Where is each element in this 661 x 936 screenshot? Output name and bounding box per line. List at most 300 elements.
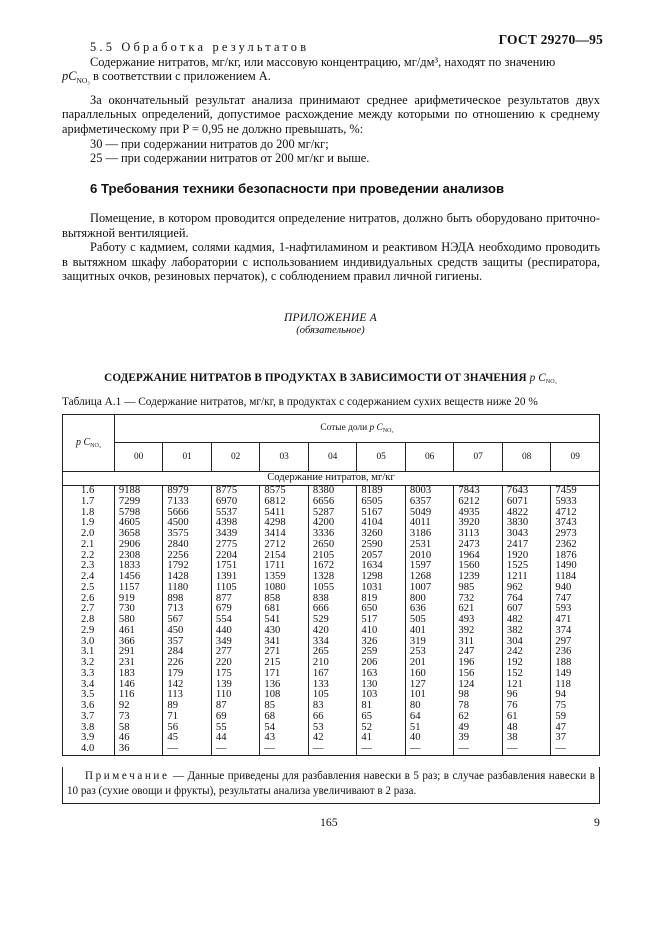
nitrate-value-cell: 43: [260, 733, 309, 744]
nitrate-value-cell: —: [502, 744, 551, 755]
nitrate-value-cell: 8979: [163, 486, 212, 497]
pc-value-cell: 3.8: [63, 723, 115, 734]
annex-heading-text: СОДЕРЖАНИЕ НИТРАТОВ В ПРОДУКТАХ В ЗАВИСИМОСТИ ОТ ЗНАЧЕНИЯ: [104, 372, 527, 384]
nitrate-value-cell: 52: [357, 723, 406, 734]
nitrate-value-cell: 2531: [405, 540, 454, 551]
nitrate-value-cell: 5537: [211, 508, 260, 519]
nitrate-value-cell: 94: [551, 690, 600, 701]
table-row: [63, 690, 600, 701]
nitrate-value-cell: 188: [551, 658, 600, 669]
nitrate-value-cell: 4298: [260, 518, 309, 529]
nitrate-value-cell: —: [163, 744, 212, 755]
nitrate-value-cell: 297: [551, 637, 600, 648]
nitrate-value-cell: 5167: [357, 508, 406, 519]
nitrate-value-cell: 349: [211, 637, 260, 648]
nitrate-value-cell: 2362: [551, 540, 600, 551]
section-6-title: 6 Требования техники безопасности при проведении анализов: [90, 181, 505, 196]
pc-value-cell: 2.3: [63, 561, 115, 572]
nitrate-value-cell: 118: [551, 680, 600, 691]
nitrate-value-cell: 8575: [260, 486, 309, 497]
nitrate-value-cell: 6656: [308, 497, 357, 508]
pc-value-cell: 2.9: [63, 626, 115, 637]
section-5-5-item2: 25 — при содержании нитратов от 200 мг/кг и выше.: [90, 151, 370, 166]
table-row: [63, 701, 600, 712]
nitrate-value-cell: 471: [551, 615, 600, 626]
nitrate-value-cell: 2417: [502, 540, 551, 551]
nitrate-value-cell: 253: [405, 647, 454, 658]
nitrate-value-cell: 3830: [502, 518, 551, 529]
annex-heading: [0, 372, 661, 385]
nitrate-value-cell: 505: [405, 615, 454, 626]
nitrate-value-cell: 66: [308, 712, 357, 723]
nitrate-value-cell: 127: [405, 680, 454, 691]
table-row: [63, 733, 600, 744]
pc-value-cell: 1.6: [63, 486, 115, 497]
column-header: 08: [502, 443, 551, 472]
nitrate-value-cell: 985: [454, 583, 503, 594]
nitrate-value-cell: 1268: [405, 572, 454, 583]
nitrate-value-cell: 410: [357, 626, 406, 637]
nitrate-value-cell: 1964: [454, 551, 503, 562]
nitrate-value-cell: 41: [357, 733, 406, 744]
table-row: [63, 626, 600, 637]
nitrate-value-cell: 51: [405, 723, 454, 734]
column-header: 05: [357, 443, 406, 472]
nitrate-value-cell: 1876: [551, 551, 600, 562]
nitrate-value-cell: 1055: [308, 583, 357, 594]
nitrate-value-cell: 96: [502, 690, 551, 701]
column-group-header: [114, 415, 599, 443]
nitrate-value-cell: 277: [211, 647, 260, 658]
nitrate-value-cell: 430: [260, 626, 309, 637]
nitrate-value-cell: 593: [551, 604, 600, 615]
nitrate-value-cell: 401: [405, 626, 454, 637]
nitrate-value-cell: 1634: [357, 561, 406, 572]
nitrate-value-cell: 2590: [357, 540, 406, 551]
table-note: [62, 767, 600, 804]
nitrate-value-cell: 3743: [551, 518, 600, 529]
nitrate-value-cell: 3043: [502, 529, 551, 540]
nitrate-value-cell: 962: [502, 583, 551, 594]
nitrate-value-cell: 1007: [405, 583, 454, 594]
nitrate-value-cell: 130: [357, 680, 406, 691]
pc-value-cell: 3.1: [63, 647, 115, 658]
nitrate-value-cell: 8189: [357, 486, 406, 497]
nitrate-value-cell: 136: [260, 680, 309, 691]
nitrate-value-cell: 183: [114, 669, 163, 680]
nitrate-value-cell: 89: [163, 701, 212, 712]
nitrate-value-cell: 49: [454, 723, 503, 734]
units-row: Содержание нитратов, мг/кг: [63, 472, 600, 486]
nitrate-value-cell: 1428: [163, 572, 212, 583]
nitrate-value-cell: 4398: [211, 518, 260, 529]
nitrate-value-cell: 108: [260, 690, 309, 701]
nitrate-value-cell: 2154: [260, 551, 309, 562]
section-5-5: [62, 40, 600, 166]
nitrate-value-cell: 1597: [405, 561, 454, 572]
nitrate-value-cell: 2308: [114, 551, 163, 562]
note-text: — Данные приведены для разбавления навески в 5 раз; в случае разбавления навески в 10 раз (сухие овощи и фрукты), результаты анализа увеличивают в 2 раза.: [67, 770, 595, 797]
nitrate-value-cell: 713: [163, 604, 212, 615]
nitrate-value-cell: 2650: [308, 540, 357, 551]
nitrate-value-cell: 1211: [502, 572, 551, 583]
nitrate-value-cell: 580: [114, 615, 163, 626]
nitrate-value-cell: 1359: [260, 572, 309, 583]
pc-value-cell: 2.1: [63, 540, 115, 551]
nitrate-value-cell: 39: [454, 733, 503, 744]
nitrate-value-cell: 259: [357, 647, 406, 658]
nitrate-value-cell: 5411: [260, 508, 309, 519]
nitrate-value-cell: 5287: [308, 508, 357, 519]
table-row: [63, 723, 600, 734]
nitrate-value-cell: 440: [211, 626, 260, 637]
nitrate-value-cell: 4935: [454, 508, 503, 519]
nitrate-value-cell: 7459: [551, 486, 600, 497]
nitrate-value-cell: 666: [308, 604, 357, 615]
nitrate-value-cell: 7843: [454, 486, 503, 497]
pc-value-cell: 1.9: [63, 518, 115, 529]
table-caption: Таблица А.1 — Содержание нитратов, мг/кг, в продуктах с содержанием сухих веществ ниже 20 %: [62, 396, 538, 408]
nitrate-value-cell: 461: [114, 626, 163, 637]
nitrate-value-cell: 366: [114, 637, 163, 648]
nitrate-value-cell: 4822: [502, 508, 551, 519]
nitrate-value-cell: 392: [454, 626, 503, 637]
nitrate-value-cell: 681: [260, 604, 309, 615]
nitrate-value-cell: 898: [163, 594, 212, 605]
nitrate-value-cell: 2906: [114, 540, 163, 551]
nitrate-value-cell: 75: [551, 701, 600, 712]
nitrate-value-cell: —: [454, 744, 503, 755]
nitrate-value-cell: 71: [163, 712, 212, 723]
nitrate-value-cell: 38: [502, 733, 551, 744]
nitrate-value-cell: 6505: [357, 497, 406, 508]
nitrate-value-cell: 1328: [308, 572, 357, 583]
nitrate-value-cell: 5798: [114, 508, 163, 519]
nitrate-value-cell: 68: [260, 712, 309, 723]
nitrate-value-cell: 341: [260, 637, 309, 648]
pc-value-cell: 2.7: [63, 604, 115, 615]
nitrate-value-cell: 6212: [454, 497, 503, 508]
nitrate-value-cell: 45: [163, 733, 212, 744]
nitrate-value-cell: 858: [260, 594, 309, 605]
nitrate-value-cell: 357: [163, 637, 212, 648]
column-header: 04: [308, 443, 357, 472]
nitrate-value-cell: 133: [308, 680, 357, 691]
nitrate-value-cell: 62: [454, 712, 503, 723]
nitrate-value-cell: 42: [308, 733, 357, 744]
column-group-symbol: p C: [369, 423, 383, 433]
nitrate-value-cell: 3439: [211, 529, 260, 540]
nitrate-value-cell: 220: [211, 658, 260, 669]
nitrate-table: [62, 414, 600, 756]
section-5-5-para1: Содержание нитратов, мг/кг, или массовую концентрацию, мг/дм³, находят по значению: [90, 54, 556, 69]
nitrate-value-cell: 110: [211, 690, 260, 701]
annex-subtitle: (обязательное): [296, 325, 365, 336]
nitrate-value-cell: 747: [551, 594, 600, 605]
nitrate-value-cell: 1711: [260, 561, 309, 572]
nitrate-value-cell: 4500: [163, 518, 212, 529]
nitrate-value-cell: 6071: [502, 497, 551, 508]
nitrate-value-cell: 567: [163, 615, 212, 626]
nitrate-value-cell: 732: [454, 594, 503, 605]
nitrate-value-cell: 73: [114, 712, 163, 723]
pc-value-cell: 3.5: [63, 690, 115, 701]
para1-cont-text: в соответствии с приложением А.: [89, 69, 271, 84]
nitrate-value-cell: 5049: [405, 508, 454, 519]
nitrate-value-cell: 113: [163, 690, 212, 701]
nitrate-value-cell: 4011: [405, 518, 454, 529]
nitrate-value-cell: 215: [260, 658, 309, 669]
nitrate-value-cell: 2973: [551, 529, 600, 540]
pc-value-cell: 3.6: [63, 701, 115, 712]
section-5-5-para1-cont: [62, 69, 600, 89]
nitrate-value-cell: 311: [454, 637, 503, 648]
pc-value-cell: 2.4: [63, 572, 115, 583]
nitrate-value-cell: 1105: [211, 583, 260, 594]
nitrate-value-cell: 607: [502, 604, 551, 615]
nitrate-value-cell: 171: [260, 669, 309, 680]
column-header: 07: [454, 443, 503, 472]
nitrate-value-cell: 2840: [163, 540, 212, 551]
nitrate-value-cell: 7133: [163, 497, 212, 508]
nitrate-value-cell: 55: [211, 723, 260, 734]
nitrate-value-cell: 92: [114, 701, 163, 712]
nitrate-value-cell: 192: [502, 658, 551, 669]
pc-value-cell: 2.0: [63, 529, 115, 540]
pc-value-cell: 1.8: [63, 508, 115, 519]
nitrate-value-cell: 160: [405, 669, 454, 680]
nitrate-value-cell: 450: [163, 626, 212, 637]
nitrate-value-cell: 64: [405, 712, 454, 723]
table-row: [63, 497, 600, 508]
nitrate-value-cell: 1456: [114, 572, 163, 583]
pc-value-cell: 3.2: [63, 658, 115, 669]
annex-heading-symbol: p C: [529, 372, 546, 384]
column-group-label: Сотые доли: [320, 423, 368, 433]
nitrate-value-cell: 210: [308, 658, 357, 669]
nitrate-value-cell: 1751: [211, 561, 260, 572]
nitrate-value-cell: 105: [308, 690, 357, 701]
nitrate-value-cell: 2204: [211, 551, 260, 562]
nitrate-value-cell: 940: [551, 583, 600, 594]
nitrate-value-cell: 319: [405, 637, 454, 648]
nitrate-value-cell: 8003: [405, 486, 454, 497]
nitrate-value-cell: 1080: [260, 583, 309, 594]
table-row: [63, 583, 600, 594]
nitrate-value-cell: 554: [211, 615, 260, 626]
nitrate-value-cell: 3336: [308, 529, 357, 540]
nitrate-value-cell: 101: [405, 690, 454, 701]
table-row: [63, 669, 600, 680]
nitrate-value-cell: 3113: [454, 529, 503, 540]
nitrate-value-cell: 196: [454, 658, 503, 669]
column-group-subscript: NO₃: [382, 428, 394, 434]
nitrate-value-cell: —: [357, 744, 406, 755]
nitrate-value-cell: 1184: [551, 572, 600, 583]
nitrate-value-cell: 54: [260, 723, 309, 734]
nitrate-value-cell: 8775: [211, 486, 260, 497]
nitrate-value-cell: 764: [502, 594, 551, 605]
column-header: 00: [114, 443, 163, 472]
pc-value-cell: 2.5: [63, 583, 115, 594]
nitrate-value-cell: 326: [357, 637, 406, 648]
column-headers: [63, 443, 600, 472]
nitrate-value-cell: 48: [502, 723, 551, 734]
pc-value-cell: 3.4: [63, 680, 115, 691]
nitrate-value-cell: 7643: [502, 486, 551, 497]
nitrate-value-cell: 3260: [357, 529, 406, 540]
section-6-para1: Помещение, в котором проводится определение нитратов, должно быть оборудовано приточно-вытяжной вентиляцией.: [62, 211, 600, 240]
nitrate-value-cell: 382: [502, 626, 551, 637]
nitrate-value-cell: 4605: [114, 518, 163, 529]
nitrate-value-cell: 46: [114, 733, 163, 744]
nitrate-value-cell: 121: [502, 680, 551, 691]
nitrate-value-cell: 247: [454, 647, 503, 658]
nitrate-value-cell: —: [211, 744, 260, 755]
nitrate-value-cell: 6812: [260, 497, 309, 508]
nitrate-value-cell: 4712: [551, 508, 600, 519]
nitrate-value-cell: 420: [308, 626, 357, 637]
nitrate-value-cell: 517: [357, 615, 406, 626]
nitrate-value-cell: 5933: [551, 497, 600, 508]
nitrate-value-cell: 800: [405, 594, 454, 605]
nitrate-value-cell: 1180: [163, 583, 212, 594]
nitrate-value-cell: 206: [357, 658, 406, 669]
nitrate-value-cell: 493: [454, 615, 503, 626]
annex-title: ПРИЛОЖЕНИЕ А: [283, 312, 378, 324]
nitrate-value-cell: —: [551, 744, 600, 755]
section-5-5-item1: 30 — при содержании нитратов до 200 мг/кг;: [90, 136, 329, 151]
column-header: 01: [163, 443, 212, 472]
nitrate-value-cell: 152: [502, 669, 551, 680]
column-header: 02: [211, 443, 260, 472]
nitrate-value-cell: 1391: [211, 572, 260, 583]
row-header-cell: [63, 415, 115, 472]
nitrate-value-cell: 59: [551, 712, 600, 723]
nitrate-value-cell: 838: [308, 594, 357, 605]
nitrate-value-cell: 621: [454, 604, 503, 615]
pc-value-cell: 4.0: [63, 744, 115, 755]
pc-value-cell: 3.0: [63, 637, 115, 648]
nitrate-value-cell: 1525: [502, 561, 551, 572]
nitrate-value-cell: 1031: [357, 583, 406, 594]
nitrate-value-cell: 3920: [454, 518, 503, 529]
nitrate-value-cell: 124: [454, 680, 503, 691]
nitrate-value-cell: 1298: [357, 572, 406, 583]
section-6-para2: Работу с кадмием, солями кадмия, 1-нафтиламином и реактивом НЭДА необходимо проводить в вытяжном шкафу лаборатории с использованием индивидуальных средств защиты (респиратора, защитных очков, резиновых перчаток), с соблюдением правил личной гигиены.: [62, 240, 600, 284]
note-label: Примечание: [85, 770, 170, 782]
nitrate-value-cell: 650: [357, 604, 406, 615]
row-header-subscript: NO₃: [90, 443, 101, 449]
nitrate-value-cell: 284: [163, 647, 212, 658]
nitrate-value-cell: 116: [114, 690, 163, 701]
nitrate-value-cell: 69: [211, 712, 260, 723]
nitrate-value-cell: 9188: [114, 486, 163, 497]
nitrate-value-cell: 179: [163, 669, 212, 680]
pc-value-cell: 2.2: [63, 551, 115, 562]
nitrate-value-cell: 1920: [502, 551, 551, 562]
nitrate-value-cell: 226: [163, 658, 212, 669]
nitrate-value-cell: 98: [454, 690, 503, 701]
nitrate-value-cell: 58: [114, 723, 163, 734]
nitrate-value-cell: 541: [260, 615, 309, 626]
center-page-number: 165: [320, 815, 338, 829]
nitrate-value-cell: 53: [308, 723, 357, 734]
nitrate-value-cell: 6970: [211, 497, 260, 508]
nitrate-value-cell: 65: [357, 712, 406, 723]
nitrate-value-cell: 163: [357, 669, 406, 680]
nitrate-value-cell: 231: [114, 658, 163, 669]
pc-value-cell: 3.7: [63, 712, 115, 723]
nitrate-value-cell: 636: [405, 604, 454, 615]
section-5-5-heading: 5.5 Обработка результатов: [90, 40, 310, 54]
nitrate-value-cell: 7299: [114, 497, 163, 508]
nitrate-value-cell: 44: [211, 733, 260, 744]
nitrate-value-cell: 83: [308, 701, 357, 712]
nitrate-value-cell: 1560: [454, 561, 503, 572]
nitrate-value-cell: 271: [260, 647, 309, 658]
nitrate-value-cell: —: [308, 744, 357, 755]
table-row: [63, 540, 600, 551]
nitrate-value-cell: 1833: [114, 561, 163, 572]
nitrate-value-cell: 529: [308, 615, 357, 626]
table-row: [63, 744, 600, 755]
nitrate-value-cell: 40: [405, 733, 454, 744]
nitrate-value-cell: 2010: [405, 551, 454, 562]
nitrate-value-cell: 1490: [551, 561, 600, 572]
pc-value-cell: 3.3: [63, 669, 115, 680]
pc-symbol: pC: [62, 69, 77, 84]
pc-value-cell: 2.8: [63, 615, 115, 626]
column-header: 03: [260, 443, 309, 472]
nitrate-value-cell: 2473: [454, 540, 503, 551]
nitrate-value-cell: 334: [308, 637, 357, 648]
nitrate-value-cell: 146: [114, 680, 163, 691]
nitrate-value-cell: 167: [308, 669, 357, 680]
nitrate-value-cell: 36: [114, 744, 163, 755]
nitrate-value-cell: 304: [502, 637, 551, 648]
nitrate-value-cell: 175: [211, 669, 260, 680]
nitrate-value-cell: 2256: [163, 551, 212, 562]
nitrate-value-cell: 374: [551, 626, 600, 637]
nitrate-value-cell: 103: [357, 690, 406, 701]
nitrate-value-cell: 61: [502, 712, 551, 723]
table-row: [63, 712, 600, 723]
nitrate-value-cell: 37: [551, 733, 600, 744]
nitrate-value-cell: 81: [357, 701, 406, 712]
nitrate-value-cell: 2712: [260, 540, 309, 551]
nitrate-value-cell: —: [405, 744, 454, 755]
nitrate-value-cell: 47: [551, 723, 600, 734]
nitrate-value-cell: 1792: [163, 561, 212, 572]
nitrate-value-cell: 265: [308, 647, 357, 658]
nitrate-value-cell: 201: [405, 658, 454, 669]
nitrate-value-cell: 3186: [405, 529, 454, 540]
nitrate-value-cell: 482: [502, 615, 551, 626]
nitrate-value-cell: —: [260, 744, 309, 755]
annex-heading-subscript: NO₃: [545, 379, 557, 385]
nitrate-value-cell: 149: [551, 669, 600, 680]
nitrate-value-cell: 3658: [114, 529, 163, 540]
standard-code: ГОСТ 29270—95: [498, 32, 603, 47]
nitrate-value-cell: 139: [211, 680, 260, 691]
nitrate-value-cell: 730: [114, 604, 163, 615]
row-header-symbol: p C: [75, 437, 91, 448]
nitrate-value-cell: 76: [502, 701, 551, 712]
section-6-body: [62, 211, 600, 284]
nitrate-value-cell: 78: [454, 701, 503, 712]
nitrate-value-cell: 8380: [308, 486, 357, 497]
